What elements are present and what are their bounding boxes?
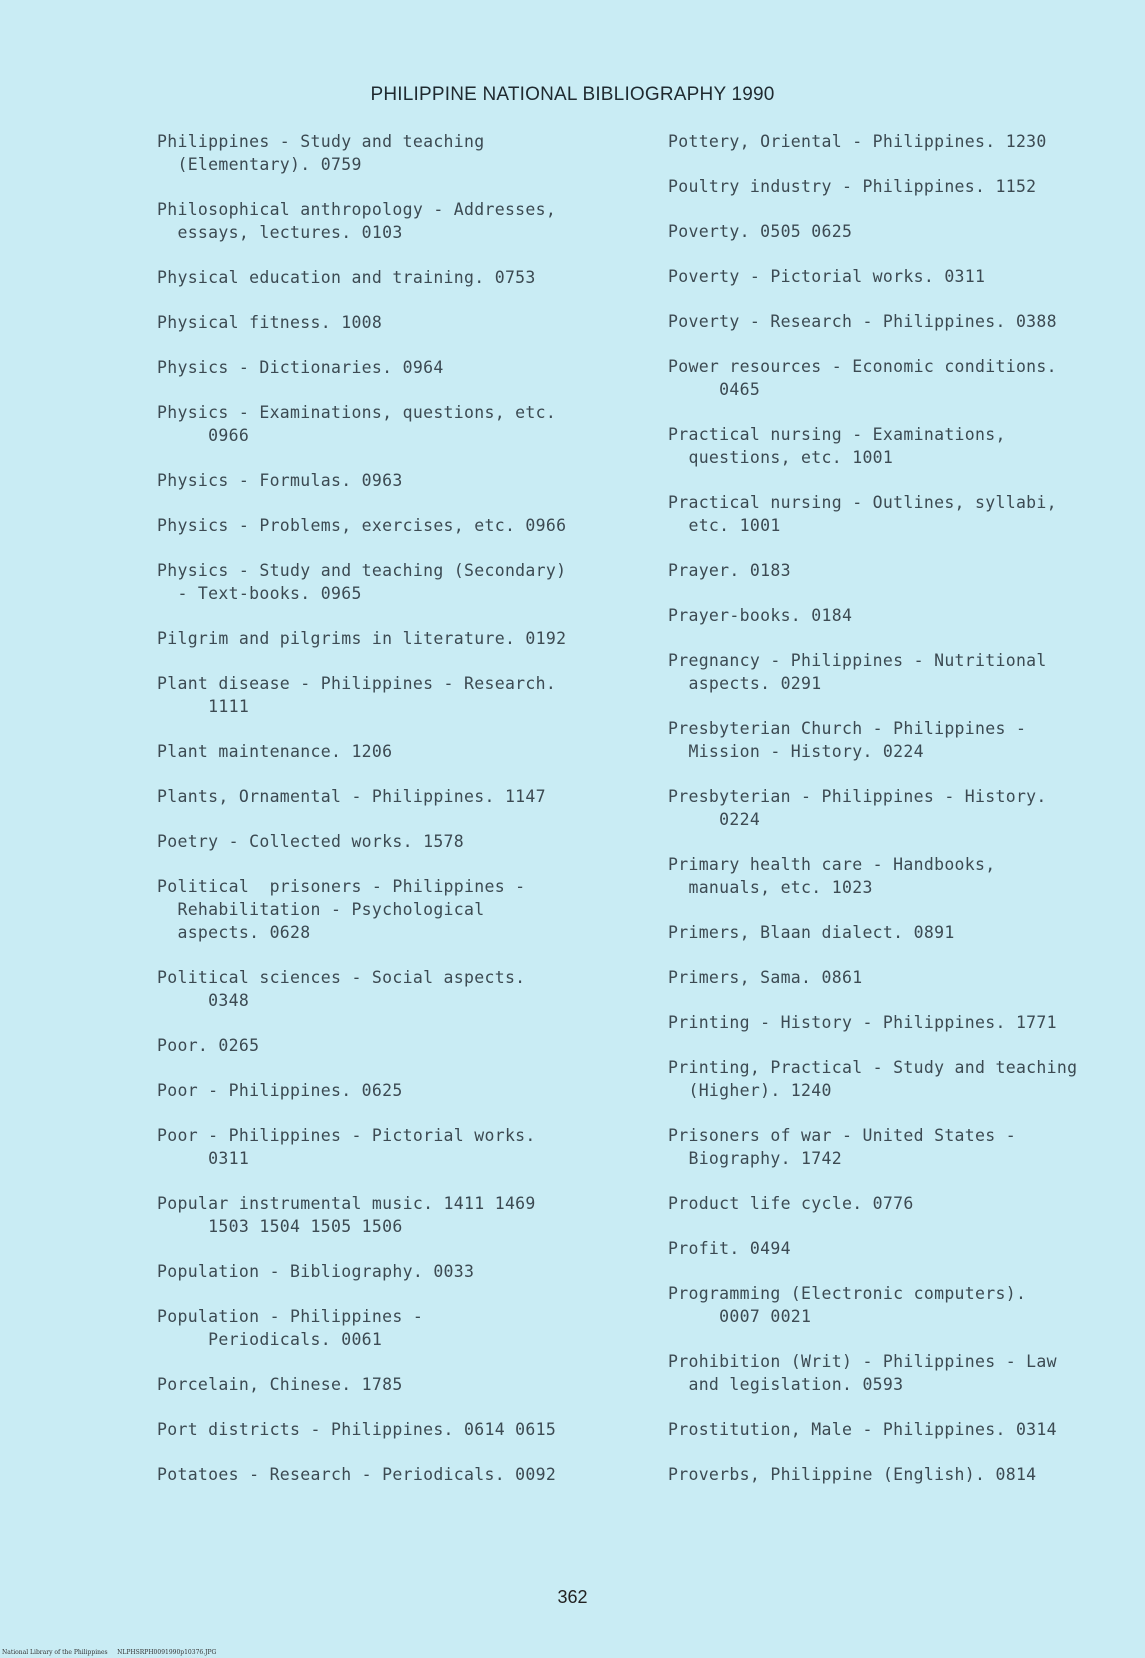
index-entry-line: Power resources - Economic conditions. (668, 357, 1057, 376)
index-entry (668, 175, 1138, 198)
index-entry (668, 966, 1138, 989)
index-entry (157, 1418, 637, 1441)
index-entry-line: Primers, Sama. 0861 (668, 968, 863, 987)
index-entry-line: questions, etc. 1001 (668, 448, 894, 467)
index-entry (668, 491, 1138, 537)
index-entry-line: Potatoes - Research - Periodicals. 0092 (157, 1465, 557, 1484)
index-entry-line: Physics - Formulas. 0963 (157, 471, 403, 490)
index-entry-line: Population - Bibliography. 0033 (157, 1262, 475, 1281)
index-entry (668, 423, 1138, 469)
index-entry-line: Population - Philippines - (157, 1307, 424, 1326)
index-entry (157, 672, 637, 718)
left-column (157, 130, 637, 1508)
index-entry (157, 356, 637, 379)
index-entry-line: Plants, Ornamental - Philippines. 1147 (157, 787, 546, 806)
index-entry (157, 1034, 637, 1057)
index-entry (157, 740, 637, 763)
index-entry (157, 1260, 637, 1283)
index-entry (668, 355, 1138, 401)
index-entry-line: Philippines - Study and teaching (157, 132, 485, 151)
index-entry (668, 559, 1138, 582)
index-entry (157, 966, 637, 1012)
index-entry-line: Biography. 1742 (668, 1149, 842, 1168)
index-entry-line: Poultry industry - Philippines. 1152 (668, 177, 1037, 196)
index-entry-line: 0465 (668, 380, 761, 399)
index-entry-line: 0348 (157, 991, 250, 1010)
index-entry-line: Port districts - Philippines. 0614 0615 (157, 1420, 557, 1439)
index-entry-line: 0007 0021 (668, 1307, 812, 1326)
index-entry-line: Profit. 0494 (668, 1239, 791, 1258)
index-entry (157, 130, 637, 176)
index-entry-line: aspects. 0291 (668, 674, 822, 693)
index-entry (157, 1305, 637, 1351)
index-entry-line: Pottery, Oriental - Philippines. 1230 (668, 132, 1047, 151)
index-entry-line: Poor. 0265 (157, 1036, 260, 1055)
index-entry-line: Practical nursing - Outlines, syllabi, (668, 493, 1057, 512)
index-entry (668, 604, 1138, 627)
index-entry-line: Prohibition (Writ) - Philippines - Law (668, 1352, 1057, 1371)
index-entry-line: Porcelain, Chinese. 1785 (157, 1375, 403, 1394)
index-entry-line: Periodicals. 0061 (157, 1330, 383, 1349)
index-entry-line: Proverbs, Philippine (English). 0814 (668, 1465, 1037, 1484)
index-entry-line: Plant disease - Philippines - Research. (157, 674, 557, 693)
index-entry-line: Philosophical anthropology - Addresses, (157, 200, 557, 219)
index-entry (157, 311, 637, 334)
index-entry (157, 627, 637, 650)
index-entry-line: Physics - Examinations, questions, etc. (157, 403, 557, 422)
index-entry (668, 1282, 1138, 1328)
index-entry-line: 1111 (157, 697, 250, 716)
index-entry-line: - Text-books. 0965 (157, 584, 362, 603)
index-entry-line: (Higher). 1240 (668, 1081, 832, 1100)
index-entry (668, 1418, 1138, 1441)
index-entry (157, 198, 637, 244)
index-entry (157, 875, 637, 944)
index-entry-line: Physics - Dictionaries. 0964 (157, 358, 444, 377)
index-entry-line: Pregnancy - Philippines - Nutritional (668, 651, 1047, 670)
index-entry-line: Physical fitness. 1008 (157, 313, 383, 332)
index-entry-line: Prostitution, Male - Philippines. 0314 (668, 1420, 1057, 1439)
index-entry-line: Presbyterian Church - Philippines - (668, 719, 1027, 738)
index-entry (157, 830, 637, 853)
index-entry (668, 1124, 1138, 1170)
index-entry-line: Rehabilitation - Psychological (157, 900, 485, 919)
index-entry-line: etc. 1001 (668, 516, 781, 535)
index-entry-line: Practical nursing - Examinations, (668, 425, 1006, 444)
index-entry-line: Product life cycle. 0776 (668, 1194, 914, 1213)
index-entry-line: 0224 (668, 810, 761, 829)
index-entry-line: Presbyterian - Philippines - History. (668, 787, 1047, 806)
index-entry (668, 785, 1138, 831)
index-entry-line: Printing, Practical - Study and teaching (668, 1058, 1078, 1077)
index-entry (668, 1056, 1138, 1102)
index-entry (668, 130, 1138, 153)
index-entry-line: Poverty - Pictorial works. 0311 (668, 267, 986, 286)
index-entry (157, 1079, 637, 1102)
index-entry-line: Poetry - Collected works. 1578 (157, 832, 465, 851)
index-entry (668, 1237, 1138, 1260)
index-entry (157, 1124, 637, 1170)
index-entry (668, 1350, 1138, 1396)
index-entry (668, 717, 1138, 763)
index-entry-line: Poor - Philippines. 0625 (157, 1081, 403, 1100)
index-entry (668, 1011, 1138, 1034)
index-entry (668, 1463, 1138, 1486)
index-entry (157, 266, 637, 289)
index-entry-line: Physical education and training. 0753 (157, 268, 536, 287)
index-entry-line: Programming (Electronic computers). (668, 1284, 1027, 1303)
index-entry-line: Prisoners of war - United States - (668, 1126, 1016, 1145)
index-entry (668, 265, 1138, 288)
index-entry-line: Mission - History. 0224 (668, 742, 924, 761)
index-entry-line: Poverty. 0505 0625 (668, 222, 853, 241)
index-entry-line: essays, lectures. 0103 (157, 223, 403, 242)
index-entry (157, 785, 637, 808)
index-entry-line: Primers, Blaan dialect. 0891 (668, 923, 955, 942)
index-entry (668, 1192, 1138, 1215)
page-header: PHILIPPINE NATIONAL BIBLIOGRAPHY 1990 (370, 84, 775, 105)
index-entry-line: Plant maintenance. 1206 (157, 742, 393, 761)
index-entry-line: Physics - Problems, exercises, etc. 0966 (157, 516, 567, 535)
index-entry-line: 0311 (157, 1149, 250, 1168)
index-entry (157, 1373, 637, 1396)
index-entry (157, 514, 637, 537)
index-entry-line: Prayer-books. 0184 (668, 606, 853, 625)
index-entry-line: Political prisoners - Philippines - (157, 877, 526, 896)
index-entry-line: Printing - History - Philippines. 1771 (668, 1013, 1057, 1032)
index-entry-line: and legislation. 0593 (668, 1375, 904, 1394)
index-entry-line: Primary health care - Handbooks, (668, 855, 996, 874)
index-entry-line: Pilgrim and pilgrims in literature. 0192 (157, 629, 567, 648)
index-entry (668, 649, 1138, 695)
index-entry-line: Prayer. 0183 (668, 561, 791, 580)
index-entry-line: 1503 1504 1505 1506 (157, 1217, 403, 1236)
index-entry (157, 559, 637, 605)
index-entry-line: manuals, etc. 1023 (668, 878, 873, 897)
index-entry-line: Popular instrumental music. 1411 1469 (157, 1194, 536, 1213)
index-entry-line: aspects. 0628 (157, 923, 311, 942)
index-entry (668, 310, 1138, 333)
index-entry-line: Poverty - Research - Philippines. 0388 (668, 312, 1057, 331)
index-entry (157, 1463, 637, 1486)
index-entry (668, 921, 1138, 944)
scan-footer: National Library of the Philippines NLPHSRPH0091990p10376.JPG (2, 1649, 217, 1656)
index-entry (668, 220, 1138, 243)
index-entry (157, 1192, 637, 1238)
index-entry (157, 469, 637, 492)
index-entry-line: Physics - Study and teaching (Secondary) (157, 561, 567, 580)
index-entry (668, 853, 1138, 899)
index-entry-line: Poor - Philippines - Pictorial works. (157, 1126, 536, 1145)
right-column (668, 130, 1138, 1508)
index-entry-line: 0966 (157, 426, 250, 445)
index-entry-line: (Elementary). 0759 (157, 155, 362, 174)
index-entry (157, 401, 637, 447)
index-entry-line: Political sciences - Social aspects. (157, 968, 526, 987)
page-number: 362 (557, 1587, 588, 1607)
